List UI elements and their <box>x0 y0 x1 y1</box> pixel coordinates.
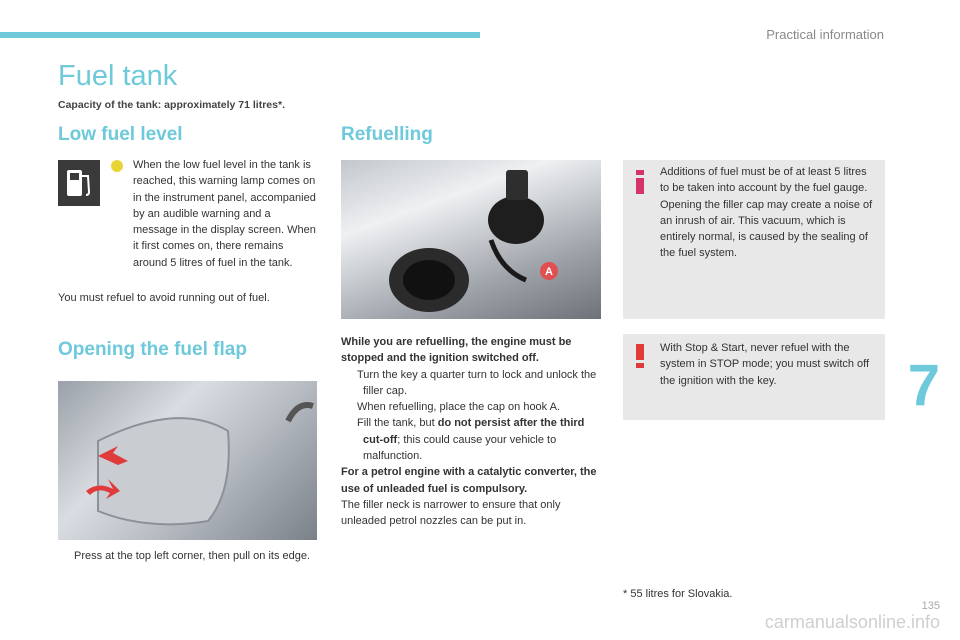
info-icon <box>633 170 647 194</box>
header-accent-bar <box>0 32 480 38</box>
opening-step: Press at the top left corner, then pull on its edge. <box>74 550 311 562</box>
refuelling-step-1: Turn the key a quarter turn to lock and unlock the filler cap. <box>357 368 597 397</box>
refuel-advice: You must refuel to avoid running out of fuel. <box>58 292 270 304</box>
warning-text: With Stop & Start, never refuel with the system in STOP mode; you must switch off the ignition with the key. <box>660 342 870 387</box>
info-box <box>623 160 885 319</box>
low-fuel-heading: Low fuel level <box>58 124 183 145</box>
fuel-flap-image <box>58 381 317 540</box>
footnote: * 55 litres for Slovakia. <box>623 588 733 600</box>
refuelling-heading: Refuelling <box>341 124 433 145</box>
exclamation-icon <box>633 344 647 368</box>
refuelling-step-3: Fill the tank, but do not persist after the third cut-off; this could cause your vehicle to malfunction. <box>357 417 585 463</box>
fuel-warning-lamp-icon <box>58 160 100 206</box>
petrol-requirement: For a petrol engine with a catalytic converter, the use of unleaded fuel is compulsory. <box>341 466 597 495</box>
filler-cap-image <box>341 160 601 319</box>
low-fuel-text: When the low fuel level in the tank is reached, this warning lamp comes on in the instrument panel, accompanied by an audible warning and a message in the display screen. When it first comes on, there remains around 5 litres of fuel in the tank. <box>133 159 316 269</box>
warning-box <box>623 334 885 420</box>
info-line-2: Opening the filler cap may create a noise of an inrush of air. This vacuum, which is entirely normal, is caused by the sealing of the fuel system. <box>660 198 873 260</box>
amber-lamp-icon <box>111 160 123 172</box>
chapter-number: 7 <box>907 353 940 418</box>
filler-neck-note: The filler neck is narrower to ensure that only unleaded petrol nozzles can be put in. <box>341 498 561 528</box>
refuelling-steps <box>341 367 603 465</box>
page-number: 135 <box>921 600 940 612</box>
refuelling-instructions <box>341 334 603 530</box>
info-line-1: Additions of fuel must be of at least 5 litres to be taken into account by the fuel gauge. <box>660 166 868 195</box>
watermark: carmanualsonline.info <box>764 612 940 632</box>
page-title: Fuel tank <box>58 60 178 92</box>
refuelling-step-2: When refuelling, place the cap on hook A. <box>357 401 561 414</box>
opening-heading: Opening the fuel flap <box>58 339 247 360</box>
section-header: Practical information <box>766 27 884 42</box>
callout-a-label: A <box>545 266 553 278</box>
capacity-note: Capacity of the tank: approximately 71 litres*. <box>58 99 285 111</box>
refuelling-intro: While you are refuelling, the engine must be stopped and the ignition switched off. <box>341 336 572 365</box>
